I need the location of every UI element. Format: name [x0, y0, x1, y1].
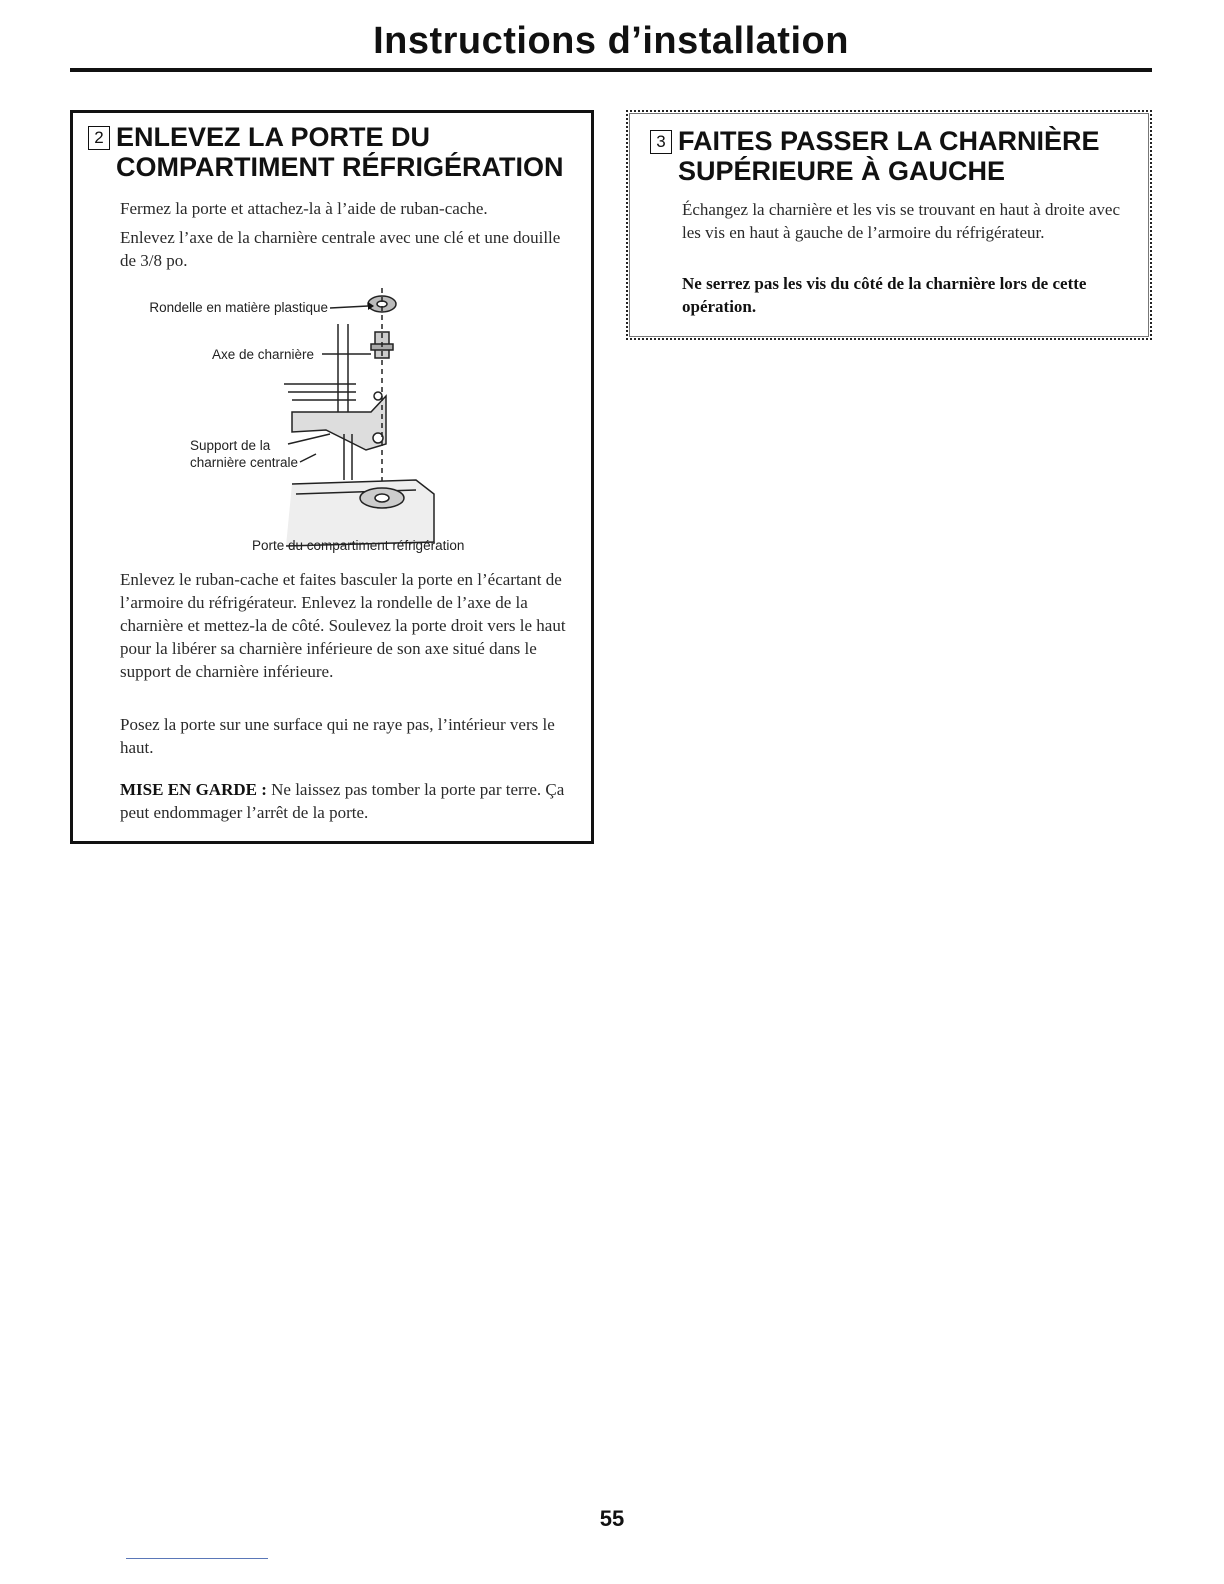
- caution-label: MISE EN GARDE :: [120, 780, 267, 799]
- title-divider: [70, 68, 1152, 72]
- section-2-para2: Enlevez l’axe de la charnière centrale avec une clé et une douille de 3/8 po.: [120, 228, 561, 270]
- page-title: Instructions d’installation: [373, 20, 849, 62]
- label-door: Porte du compartiment réfrigération: [252, 538, 465, 553]
- section-3-para2: Ne serrez pas les vis du côté de la charnière lors de cette opération.: [682, 274, 1087, 316]
- label-support-line1: Support de la: [190, 438, 271, 453]
- section-2-heading: [88, 122, 563, 182]
- label-washer: Rondelle en matière plastique: [149, 300, 328, 315]
- section-3-title-line2: SUPÉRIEURE À GAUCHE: [678, 156, 1006, 186]
- section-2-title-line2: COMPARTIMENT RÉFRIGÉRATION: [116, 152, 564, 182]
- section-2-para3: Enlevez le ruban-cache et faites basculer la porte en l’écartant de l’armoire du réfrigérateur. Enlevez la rondelle de l’axe de la charnière et mettez-la de côté. Soulevez la porte droit vers le haut pour la libérer sa charnière inférieure de son axe situé dans le support de charnière inférieure.: [120, 570, 566, 681]
- section-2-title-line1: ENLEVEZ LA PORTE DU: [116, 122, 431, 152]
- footer-line: [126, 1558, 268, 1559]
- caution-text: Ne laissez pas tomber la porte par terre. Ça peut endommager l’arrêt de la porte.: [120, 780, 565, 822]
- hinge-diagram: [116, 284, 486, 560]
- section-2-para4: Posez la porte sur une surface qui ne raye pas, l’intérieur vers le haut.: [120, 715, 555, 757]
- section-2-para1: Fermez la porte et attachez-la à l’aide de ruban-cache.: [120, 199, 488, 218]
- section-3-heading: [650, 126, 1100, 186]
- label-support-line2: charnière centrale: [190, 455, 299, 470]
- section-3-para1: Échangez la charnière et les vis se trouvant en haut à droite avec les vis en haut à gauche de l’armoire du réfrigérateur.: [682, 200, 1121, 242]
- section-3-title-line1: FAITES PASSER LA CHARNIÈRE: [678, 126, 1100, 156]
- page-number: 55: [599, 1506, 625, 1531]
- label-pin: Axe de charnière: [211, 347, 314, 362]
- hinge-illustration: [284, 288, 434, 546]
- step-number-2: 2: [88, 126, 110, 150]
- step-number-3: 3: [650, 130, 672, 154]
- section-2-caution: [120, 778, 570, 824]
